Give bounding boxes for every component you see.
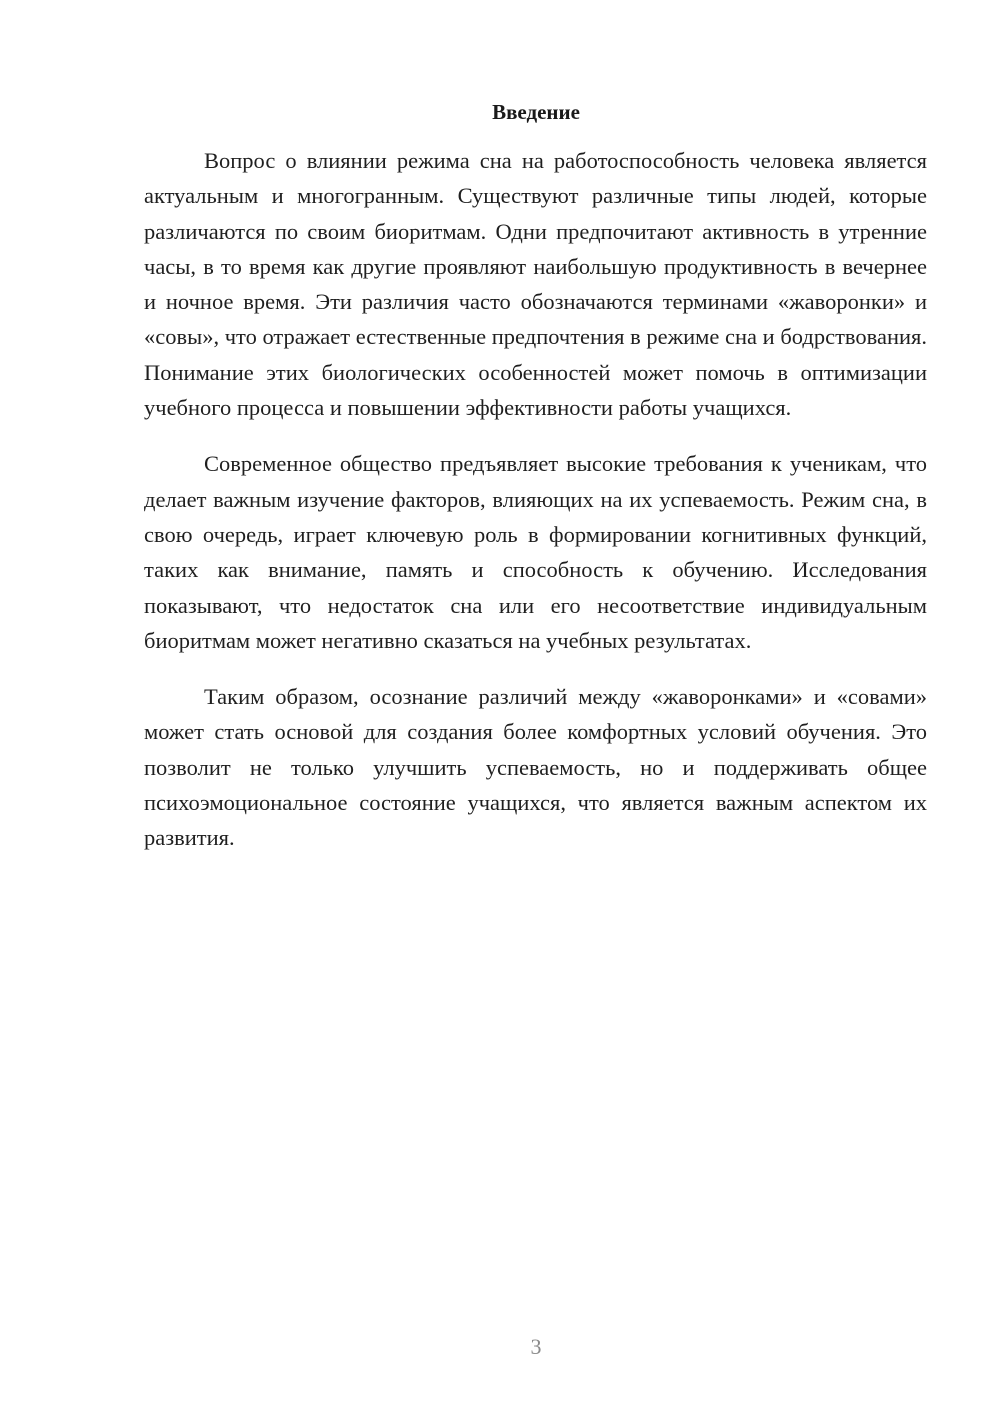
body-text: [144, 143, 927, 877]
paragraph-3: Таким образом, осознание различий между «жаворонками» и «совами» может стать основой для создания более комфортных условий обучения. Это позволит не только улучшить успеваемость, но и поддерживать общее психоэмоциональное состояние учащихся, что является важным аспектом их развития.: [144, 684, 927, 851]
paragraph-2: Современное общество предъявляет высокие требования к ученикам, что делает важным изучение факторов, влияющих на их успеваемость. Режим сна, в свою очередь, играет ключевую роль в формировании когнитивных функций, таких как внимание, память и способность к обучению. Исследования показывают, что недостаток сна или его несоответствие индивидуальным биоритмам может негативно сказаться на учебных результатах.: [144, 451, 927, 653]
section-title: Введение: [492, 100, 580, 124]
page-number: 3: [530, 1334, 542, 1359]
paragraph-1: Вопрос о влиянии режима сна на работоспособность человека является актуальным и многогранным. Существуют различные типы людей, которые различаются по своим биоритмам. Одни предпочитают активность в утренние часы, в то время как другие проявляют наибольшую продуктивность в вечернее и ночное время. Эти различия часто обозначаются терминами «жаворонки» и «совы», что отражает естественные предпочтения в режиме сна и бодрствования. Понимание этих биологических особенностей может помочь в оптимизации учебного процесса и повышении эффективности работы учащихся.: [144, 148, 927, 421]
